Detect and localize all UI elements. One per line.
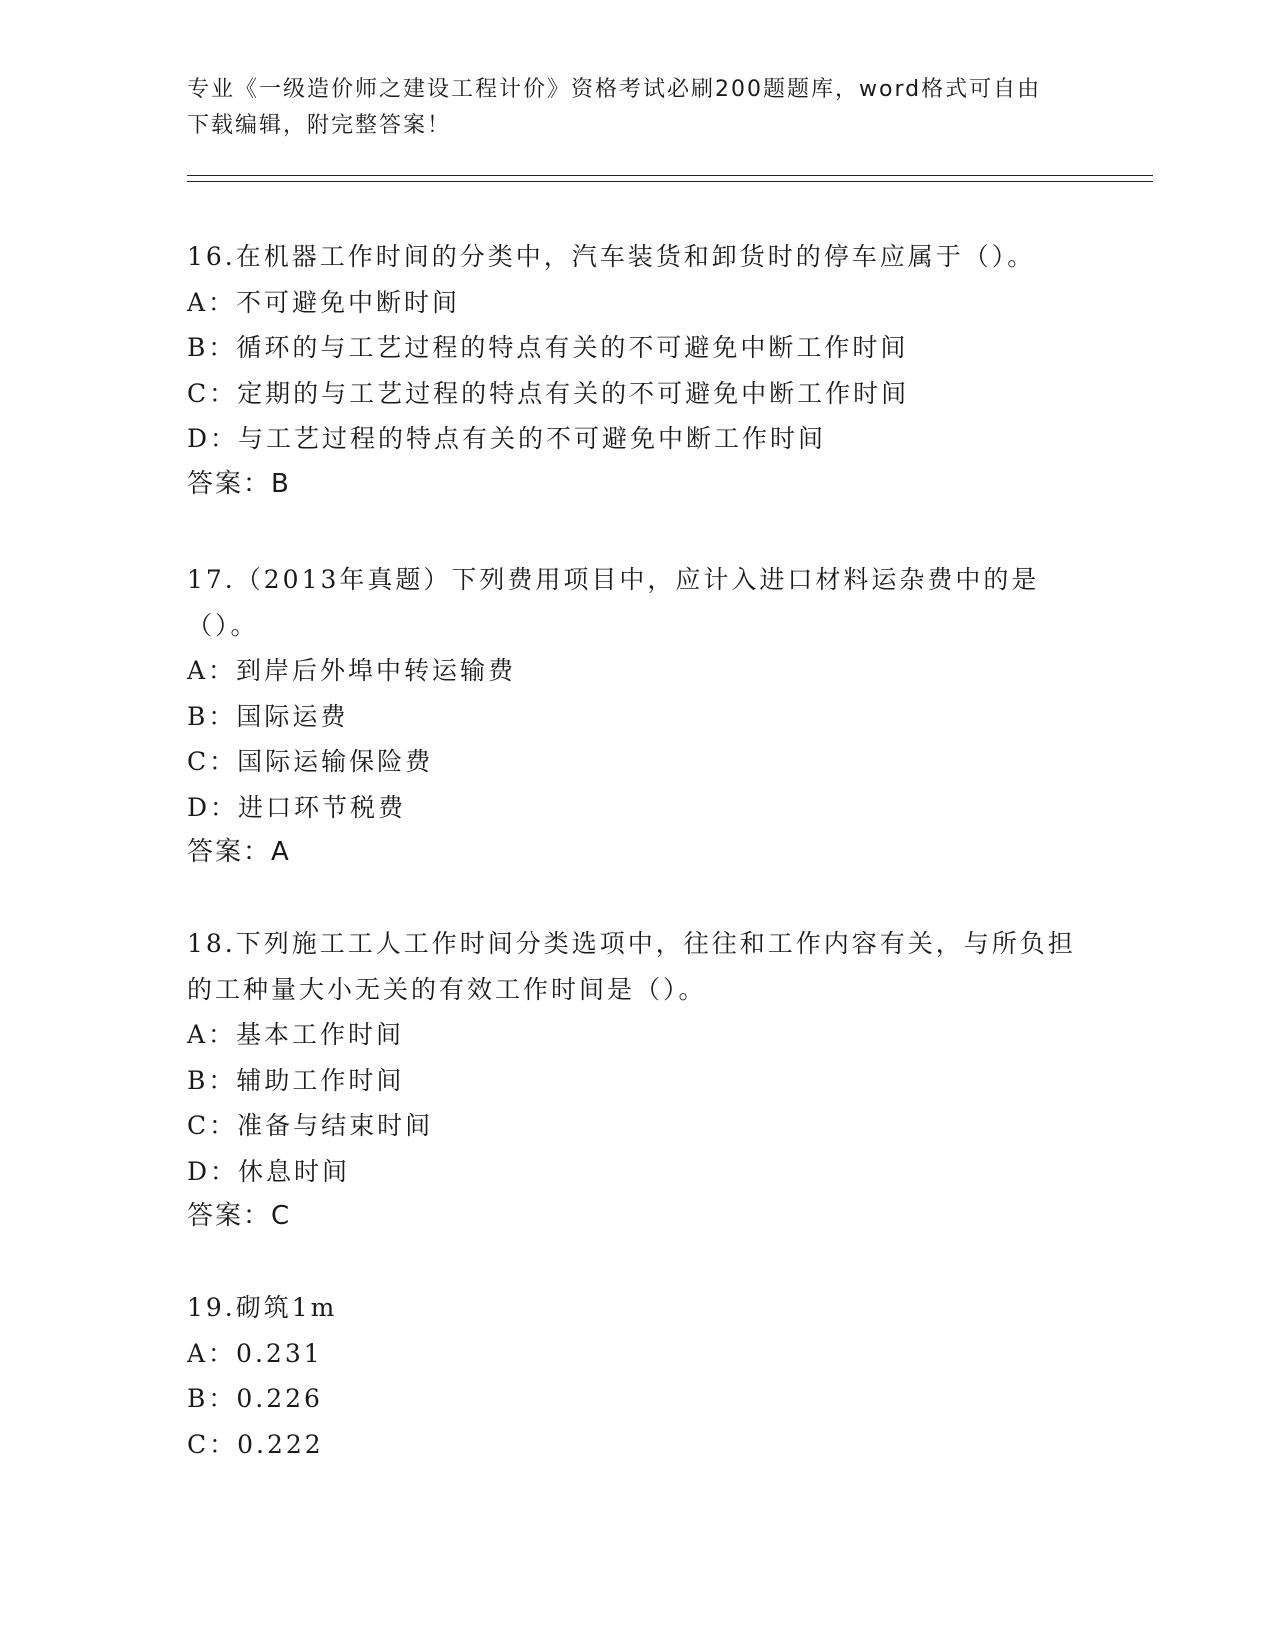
option-a: A：不可避免中断时间 — [187, 287, 461, 317]
document-header — [187, 72, 1087, 144]
header-divider-bottom — [187, 181, 1153, 182]
question-stem: 17.（2013年真题）下列费用项目中，应计入进口材料运杂费中的是（）。 — [187, 565, 1040, 640]
question-16 — [187, 234, 1087, 507]
option-a: A：0.231 — [187, 1338, 323, 1368]
header-line-1: 专业《一级造价师之建设工程计价》资格考试必刷200题题库，word格式可自由 — [187, 77, 1042, 102]
question-stem: 16.在机器工作时间的分类中，汽车装货和卸货时的停车应属于（）。 — [187, 242, 1036, 271]
question-stem: 18.下列施工工人工作时间分类选项中，往往和工作内容有关，与所负担的工种量大小无关的有效工作时间是（）。 — [187, 929, 1076, 1004]
header-divider-top — [187, 175, 1153, 176]
option-c: C：定期的与工艺过程的特点有关的不可避免中断工作时间 — [187, 378, 910, 408]
question-18 — [187, 921, 1087, 1240]
option-b: B：辅助工作时间 — [187, 1065, 405, 1095]
option-a: A：到岸后外埠中转运输费 — [187, 656, 517, 685]
option-b: B：0.226 — [187, 1384, 323, 1413]
option-c: C：准备与结束时间 — [187, 1111, 434, 1140]
answer: 答案：A — [187, 837, 291, 867]
header-line-2: 下载编辑，附完整答案！ — [187, 113, 452, 138]
option-b: B：国际运费 — [187, 701, 349, 731]
question-17 — [187, 557, 1087, 876]
option-c: C：0.222 — [187, 1429, 324, 1459]
option-a: A：基本工作时间 — [187, 1020, 405, 1049]
answer: 答案：B — [187, 468, 291, 499]
option-d: D：进口环节税费 — [187, 792, 407, 822]
option-d: D：与工艺过程的特点有关的不可避免中断工作时间 — [187, 424, 827, 453]
option-b: B：循环的与工艺过程的特点有关的不可避免中断工作时间 — [187, 333, 909, 362]
question-19 — [187, 1285, 1087, 1467]
answer: 答案：C — [187, 1201, 292, 1231]
option-c: C：国际运输保险费 — [187, 747, 434, 776]
question-stem: 19.砌筑1m — [187, 1293, 338, 1322]
option-d: D：休息时间 — [187, 1156, 351, 1186]
